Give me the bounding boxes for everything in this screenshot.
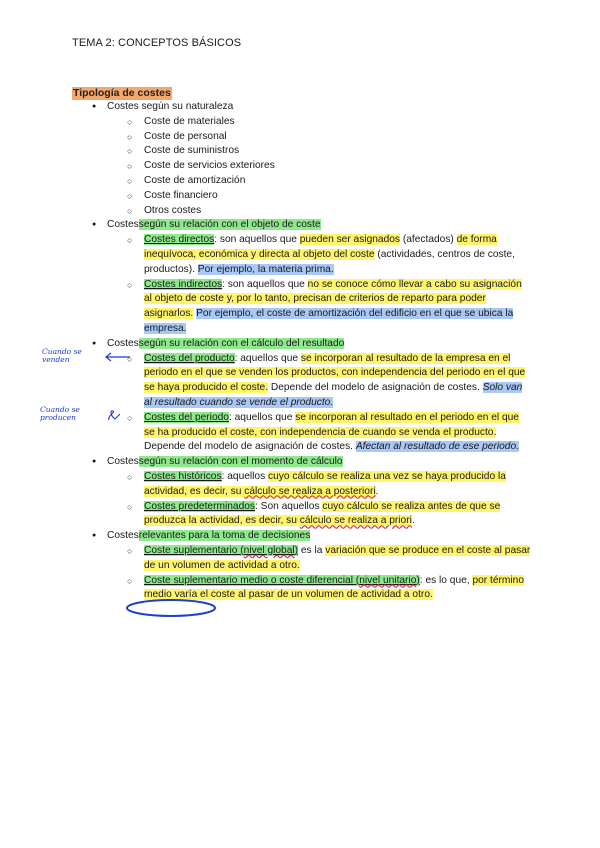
text: : aquellos [221,470,269,482]
term-text: ) [294,544,299,556]
list-item: ○ Coste de personal [127,130,532,145]
bullet-text: Costes según su naturaleza [107,101,234,112]
term-text: Coste suplementario ( [144,544,244,556]
bullet-list [92,100,532,603]
list-item-costes-producto [127,352,532,411]
handwritten-note-producen: Cuando se producen [40,405,80,422]
list-item-naturaleza [92,100,532,218]
list-item-objeto-coste [92,218,532,336]
list-item-calculo-resultado [92,337,532,455]
term-wavy: nivel global [243,544,295,556]
text: es la [298,544,326,556]
list-item-momento-calculo [92,455,532,529]
text: : Son aquellos [255,500,323,512]
highlight-green: según su relación con el momento de cálculo [138,456,343,468]
list-item: ○ Otros costes [127,204,532,219]
highlight-yellow-underlined: cálculo se realiza a posteriori [244,485,376,497]
list-item-costes-predeterminados [127,500,532,530]
highlight-green: según su relación con el objeto de coste [138,219,321,231]
highlight-yellow: no se conoce cómo llevar a cabo su asignación al objeto de coste y, por lo tanto, precisan de criterios de reparto para poder asignarlos. [144,278,522,320]
term-highlight: Costes indirectos [144,278,223,290]
list-item-costes-historicos [127,470,532,500]
sub-list [107,115,532,219]
highlight-blue: Solo van al resultado cuando se vende el producto. [144,382,523,408]
sub-list [107,352,532,456]
list-item-costes-directos [127,233,532,277]
term-text: ) [416,574,420,586]
highlight-yellow: de forma inequívoca, económica y directa al objeto del coste [144,234,497,260]
highlight-yellow: variación que se produce en el coste al pasar de un volumen de actividad a otro. [144,544,531,571]
list-item: ○ Coste de amortización [127,174,532,189]
text: : es lo que, [419,574,473,586]
highlight-yellow: pueden ser asignados [299,234,401,246]
list-item: ○ Coste de servicios exteriores [127,159,532,174]
ampersand-icon [106,410,126,422]
text: . [411,515,415,527]
highlight-yellow: varía el coste al pasar de un volumen de actividad a otro. [171,589,433,601]
highlight-yellow: por término medio [144,574,524,601]
list-item: ○ Coste de materiales [127,115,532,130]
bullet-lead: Costes [107,219,139,231]
text: : son aquellos que [214,234,300,246]
handwritten-note-venden: Cuando se venden [42,347,82,364]
text: Depende del modelo de asignación de costes. [144,441,356,453]
highlight-yellow-underlined: cálculo se realiza a priori [299,515,412,527]
bullet-lead: Costes [107,530,139,542]
term-highlight: Costes predeterminados [144,500,255,512]
term-wavy: nivel unitario [359,574,417,586]
highlight-yellow: se incorporan al resultado de la empresa en el periodo en el que se venden los productos, con independencia del periodo en el que se haya producido el coste. [144,352,526,394]
section-heading: Tipología de costes [73,87,171,99]
term-highlight [144,545,298,556]
text: : aquellos que [228,411,296,423]
arrow-icon [102,351,132,363]
text: (afectados) [400,234,457,246]
text: Depende del modelo de asignación de costes. [268,382,483,394]
highlight-blue: Por ejemplo, el coste de amortización del edificio en el que se ubica la empresa. [144,308,514,334]
highlight-green: relevantes para la toma de decisiones [138,530,311,542]
sub-list [107,233,532,337]
highlight-blue: Afectan al resultado de ese periodo. [355,441,519,453]
list-item-toma-decisiones [92,529,532,603]
term-highlight [144,575,420,586]
highlight-yellow: cuyo cálculo se realiza una vez se haya producido la actividad, es decir, su [144,470,506,497]
list-item-costes-periodo [127,411,532,455]
bullet-lead: Costes [107,337,139,349]
term-highlight: Costes históricos [144,470,222,482]
bullet-lead: Costes [107,456,139,468]
list-item-costes-indirectos [127,278,532,337]
sub-list [107,544,532,603]
text: (actividades, centros de coste, productos). [144,248,515,275]
list-item: ○ Coste de suministros [127,144,532,159]
term-highlight: Costes del periodo [144,411,229,423]
page-title: TEMA 2: CONCEPTOS BÁSICOS [72,37,242,49]
highlight-blue: Por ejemplo, la materia prima. [197,263,334,275]
sub-list [107,470,532,529]
text: : son aquellos que [222,278,308,290]
text: . [375,485,379,497]
list-item: ○ Coste financiero [127,189,532,204]
list-item-coste-suplementario [127,544,532,574]
circle-mark-icon [124,597,224,621]
highlight-yellow: cuyo cálculo se realiza antes de que se produzca la actividad, es decir, su [144,500,501,527]
document-body [92,100,532,603]
highlight-green: según su relación con el cálculo del resultado [138,337,345,349]
text: : aquellos que [234,352,301,364]
term-highlight: Costes del producto [144,352,235,364]
term-highlight: Costes directos [144,234,215,246]
term-text: Coste suplementario medio o coste diferencial ( [144,574,360,586]
highlight-yellow: se incorporan al resultado en el periodo en el que se ha producido el coste, con independencia de cuando se venda el producto. [144,411,519,438]
